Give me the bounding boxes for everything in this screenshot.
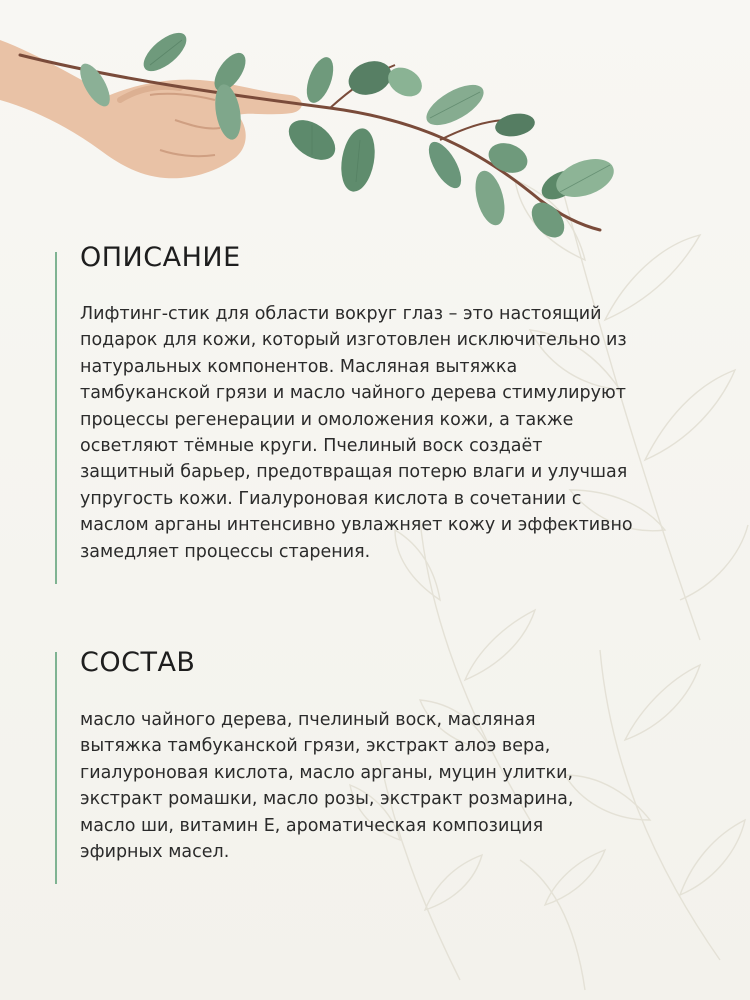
description-text [80, 301, 720, 565]
description-line: замедляет процессы старения. [80, 541, 371, 562]
description-line: маслом арганы интенсивно увлажняет кожу и эффективно [80, 515, 633, 536]
description-line: осветляют тёмные круги. Пчелиный воск создаёт [80, 436, 543, 457]
composition-line: масло чайного дерева, пчелиный воск, масляная [80, 710, 536, 730]
composition-line: масло ши, витамин Е, ароматическая композиция [80, 815, 544, 836]
composition-line: эфирных масел. [80, 842, 230, 863]
description-line: упругость кожи. Гиалуроновая кислота в сочетании с [80, 488, 582, 509]
composition-accent-line [55, 652, 57, 884]
hand-with-eucalyptus-branch-image [0, 0, 750, 250]
description-line: натуральных компонентов. Масляная вытяжка [80, 356, 518, 377]
composition-title: СОСТАВ [80, 647, 196, 678]
description-line: тамбуканской грязи и масло чайного дерева стимулируют [80, 383, 626, 404]
description-accent-line [55, 252, 57, 584]
description-line: подарок для кожи, который изготовлен исключительно из [80, 330, 627, 351]
description-line: защитный барьер, предотвращая потерю влаги и улучшая [80, 462, 628, 483]
composition-line: вытяжка тамбуканской грязи, экстракт алоэ вера, [80, 736, 551, 757]
composition-line: экстракт ромашки, масло розы, экстракт розмарина, [80, 789, 574, 810]
composition-text [80, 707, 680, 865]
composition-line: гиалуроновая кислота, масло арганы, муцин улитки, [80, 762, 574, 783]
description-line: процессы регенерации и омоложения кожи, а также [80, 409, 574, 430]
description-line: Лифтинг-стик для области вокруг глаз – это настоящий [80, 304, 602, 324]
description-title: ОПИСАНИЕ [80, 242, 241, 273]
